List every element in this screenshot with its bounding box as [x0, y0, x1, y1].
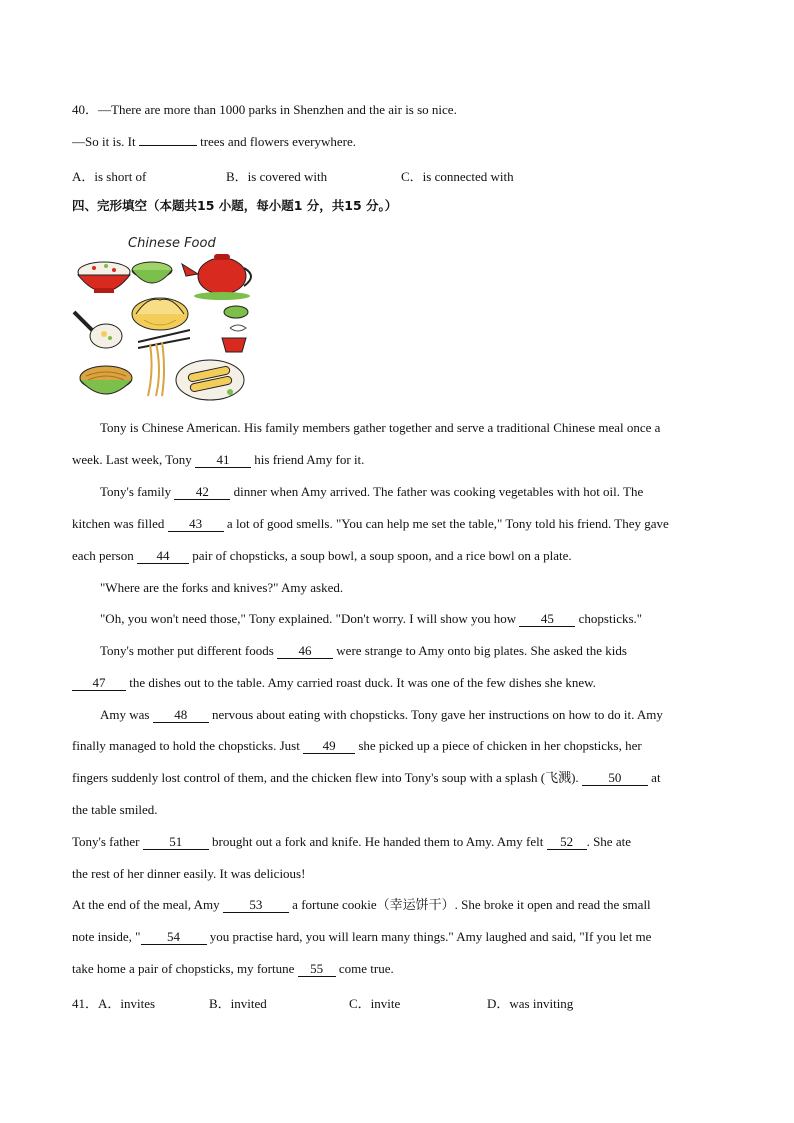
passage-line: week. Last week, Tony 41 his friend Amy for it. — [72, 452, 365, 467]
blank-53: 53 — [223, 898, 289, 913]
green-bowl-icon — [132, 262, 172, 283]
section-heading: 四、完形填空（本题共15 小题，每小题1 分，共15 分。） — [72, 198, 398, 213]
passage-line: the rest of her dinner easily. It was delicious! — [72, 866, 306, 881]
option-b: B．is covered with — [226, 169, 328, 184]
q41-option-b: B．invited — [209, 996, 267, 1011]
illustration-caption: Chinese Food — [128, 236, 216, 251]
question-40-stem: 40．—There are more than 1000 parks in Shenzhen and the air is so nice. — [72, 102, 457, 117]
tea-cup-icon — [222, 338, 246, 352]
q41-option-c: C．invite — [349, 996, 401, 1011]
passage-line: Tony's family 42 dinner when Amy arrived. The father was cooking vegetables with hot oil. The — [100, 484, 644, 499]
passage-line: finally managed to hold the chopsticks. Just 49 she picked up a piece of chicken in her chopsticks, her — [72, 738, 642, 753]
blank-42: 42 — [174, 485, 230, 500]
option-a: A．is short of — [72, 169, 147, 184]
passage-line: At the end of the meal, Amy 53 a fortune cookie（幸运饼干）. She broke it open and read the small — [72, 897, 651, 912]
passage-line: Tony's father 51 brought out a fork and knife. He handed them to Amy. Amy felt 52 . She ate — [72, 834, 631, 849]
blank-54: 54 — [141, 930, 207, 945]
passage-line: each person 44 pair of chopsticks, a soup bowl, a soup spoon, and a rice bowl on a plate. — [72, 548, 572, 563]
q41-option-a: 41．A．invites — [72, 996, 156, 1011]
blank-50: 50 — [582, 771, 648, 786]
option-c: C．is connected with — [401, 169, 514, 184]
passage-line: the table smiled. — [72, 802, 158, 817]
passage-line: Tony's mother put different foods 46 were strange to Amy onto big plates. She asked the kids — [100, 643, 627, 658]
q41-option-d: D．was inviting — [487, 996, 574, 1011]
blank-45: 45 — [519, 612, 575, 627]
noodle-bowl-icon — [80, 366, 132, 394]
spring-rolls-plate-icon — [176, 360, 244, 400]
chinese-food-drawing — [72, 230, 258, 408]
blank-52: 52 — [547, 835, 587, 850]
passage-line: "Where are the forks and knives?" Amy asked. — [100, 580, 344, 595]
q40-text-pre: —So it is. It — [72, 134, 136, 149]
passage-line: kitchen was filled 43 a lot of good smells. "You can help me set the table," Tony told his friend. They gave — [72, 516, 669, 531]
blank-48: 48 — [153, 708, 209, 723]
spoon-icon — [74, 312, 122, 348]
passage-line: "Oh, you won't need those," Tony explained. "Don't worry. I will show you how 45 chopsticks." — [100, 611, 643, 626]
answer-blank — [139, 145, 197, 146]
passage-line: fingers suddenly lost control of them, and the chicken flew into Tony's soup with a splash (飞溅). 50 at — [72, 770, 661, 785]
blank-49: 49 — [303, 739, 355, 754]
passage-line: take home a pair of chopsticks, my fortune 55 come true. — [72, 961, 394, 976]
q40-text-post: trees and flowers everywhere. — [200, 134, 357, 149]
blank-46: 46 — [277, 644, 333, 659]
blank-43: 43 — [168, 517, 224, 532]
blank-47: 47 — [72, 676, 126, 691]
chinese-food-illustration — [72, 230, 258, 408]
teapot-icon — [182, 254, 251, 300]
dumplings-icon — [132, 298, 188, 330]
blank-41: 41 — [195, 453, 251, 468]
sauce-plate-icon — [224, 306, 248, 331]
question-40-line2 — [72, 134, 356, 150]
passage-line: note inside, " 54 you practise hard, you will learn many things." Amy laughed and said, "If you let me — [72, 929, 652, 944]
passage-line: 47 the dishes out to the table. Amy carried roast duck. It was one of the few dishes she knew. — [72, 675, 596, 691]
rice-bowl-icon — [78, 262, 130, 293]
passage-line: Tony is Chinese American. His family members gather together and serve a traditional Chinese meal once a — [100, 420, 661, 435]
blank-44: 44 — [137, 549, 189, 564]
blank-51: 51 — [143, 835, 209, 850]
passage-line: Amy was 48 nervous about eating with chopsticks. Tony gave her instructions on how to do it. Amy — [100, 707, 663, 722]
blank-55: 55 — [298, 962, 336, 977]
